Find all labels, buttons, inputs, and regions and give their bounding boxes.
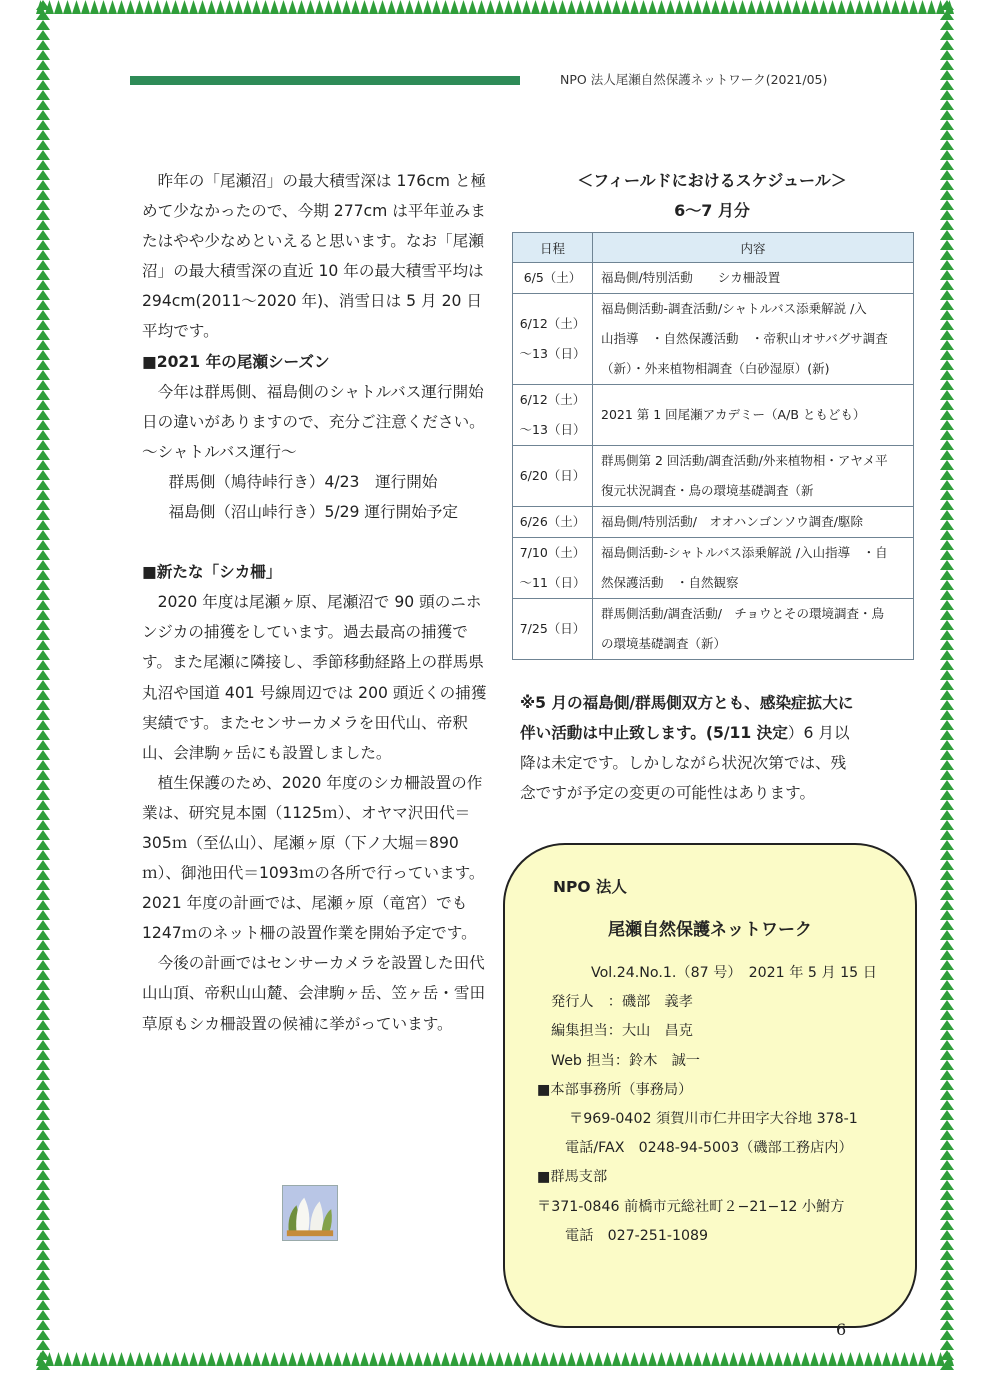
table-row	[513, 263, 914, 294]
table-cell-date: 6/12（土） 〜13（日）	[513, 385, 593, 446]
table-cell-content: 福島側活動-調査活動/シャトルバス添乗解説 /入 山指導 ・自然保護活動 ・帝釈山オサバグサ調査 （新）・外来植物相調査（白砂湿原）(新)	[593, 294, 914, 385]
table-row	[513, 599, 914, 660]
shuttle-gunma: 群馬側（鳩待峠行き）4/23 運行開始	[168, 472, 438, 491]
branch-heading: ■群馬支部	[537, 1169, 608, 1186]
deer-fence-heading: ■新たな「シカ柵」	[142, 563, 282, 582]
table-cell-date: 6/5（土）	[513, 263, 593, 294]
editor-line: 編集担当：大山 昌克	[551, 1023, 693, 1040]
hq-phone: 電話/FAX 0248-94-5003（磯部工務店内）	[565, 1140, 853, 1157]
deer-capture-paragraph: 2020 年度は尾瀬ヶ原、尾瀬沼で 90 頭のニホンジカの捕獲をしています。過去最高の捕獲です。また尾瀬に隣接し、季節移動経路上の群馬県丸沼や国道 401 号線周辺では 200 頭近くの捕獲実績です。またセンサーカメラを田代山、帝釈山、会津駒ヶ岳にも設置しました。	[142, 593, 487, 762]
publisher-info-box	[503, 843, 917, 1328]
table-row	[513, 507, 914, 538]
table-row	[513, 538, 914, 599]
table-cell-date: 6/20（日）	[513, 446, 593, 507]
web-line: Web 担当：鈴木 誠一	[551, 1052, 700, 1069]
schedule-title	[512, 166, 912, 226]
schedule-title-line2: 6〜7 月分	[674, 201, 750, 220]
publisher-line: 発行人 ：磯部 義孝	[551, 994, 693, 1011]
table-cell-date: 7/25（日）	[513, 599, 593, 660]
schedule-title-line1: ＜フィールドにおけるスケジュール＞	[577, 171, 847, 190]
org-name: 尾瀬自然保護ネットワーク	[608, 920, 812, 940]
table-header-row	[513, 233, 914, 263]
table-cell-date: 6/26（土）	[513, 507, 593, 538]
hq-address: 〒969-0402 須賀川市仁井田字大谷地 378-1	[569, 1111, 858, 1128]
page-number: 6	[836, 1320, 847, 1339]
header-title: NPO 法人尾瀬自然保護ネットワーク(2021/05)	[560, 72, 828, 87]
tree-border-bottom-icon	[36, 1352, 954, 1366]
table-cell-content: 福島側活動-シャトルバス添乗解説 /入山指導 ・自 然保護活動 ・自然観察	[593, 538, 914, 599]
tree-border-left-icon	[36, 0, 50, 1370]
table-cell-content: 群馬側第 2 回活動/調査活動/外来植物相・アヤメ平 復元状況調査・鳥の環境基礎調査（新	[593, 446, 914, 507]
tree-border-right-icon	[940, 0, 954, 1370]
notice-bold: ※5 月の福島側/群馬側双方とも、感染症拡大に伴い活動は中止致します。(5/11 決定	[520, 694, 854, 743]
table-cell-date: 7/10（土） 〜11（日）	[513, 538, 593, 599]
table-cell-content: 福島側/特別活動/ オオハンゴンソウ調査/駆除	[593, 507, 914, 538]
column-header-date: 日程	[513, 233, 593, 263]
table-row	[513, 294, 914, 385]
branch-address: 〒371-0846 前橋市元総社町２−21−12 小鮒方	[537, 1198, 845, 1215]
table-cell-date: 6/12（土） 〜13（日）	[513, 294, 593, 385]
cancellation-notice	[520, 688, 856, 808]
left-column	[142, 166, 492, 1039]
table-row	[513, 446, 914, 507]
snow-depth-paragraph: 昨年の「尾瀬沼」の最大積雪深は 176cm と極めて少なかったので、今期 277cm は平年並みまたはやや少なめといえると思います。なお「尾瀬沼」の最大積雪深の直近 10 年の最大積雪平均は 294cm(2011〜2020 年)、消雪日は 5 月 20 日平均です。	[142, 172, 487, 341]
column-header-content: 内容	[593, 233, 914, 263]
tree-border-top-icon	[36, 0, 954, 14]
shuttle-heading: 〜シャトルバス運行〜	[142, 442, 297, 461]
shuttle-fukushima: 福島側（沼山峠行き）5/29 運行開始予定	[168, 503, 458, 522]
shuttle-notice-paragraph: 今年は群馬側、福島側のシャトルバス運行開始日の違いがありますので、充分ご注意ください。	[142, 382, 485, 431]
schedule-table	[512, 232, 914, 660]
skunk-cabbage-logo-icon	[282, 1185, 338, 1241]
table-cell-content: 2021 第 1 回尾瀬アカデミー（A/B ともども）	[593, 385, 914, 446]
publication-details	[537, 959, 877, 1251]
table-cell-content: 福島側/特別活動 シカ柵設置	[593, 263, 914, 294]
future-plan-paragraph: 今後の計画ではセンサーカメラを設置した田代山山頂、帝釈山山麓、会津駒ヶ岳、笠ヶ岳・雪田草原もシカ柵設置の候補に挙がっています。	[142, 954, 486, 1033]
org-type: NPO 法人	[553, 878, 627, 896]
volume-date: Vol.24.No.1.（87 号） 2021 年 5 月 15 日	[591, 965, 877, 981]
hq-heading: ■本部事務所（事務局）	[537, 1081, 693, 1098]
table-cell-content: 群馬側活動/調査活動/ チョウとその環境調査・鳥 の環境基礎調査（新）	[593, 599, 914, 660]
table-row	[513, 385, 914, 446]
season-heading: ■2021 年の尾瀬シーズン	[142, 352, 330, 371]
fence-plan-paragraph: 植生保護のため、2020 年度のシカ柵設置の作業は、研究見本園（1125ｍ）、オヤマ沢田代＝305ｍ（至仏山）、尾瀬ヶ原（下ノ大堀＝890ｍ）、御池田代＝1093ｍの各所で行っています。2021 年度の計画では、尾瀬ヶ原（竜宮）でも 1247ｍのネット柵の設置作業を開始予定です。	[142, 773, 485, 943]
notice-rest: ）6 月以降は未定です。しかしながら状況次第では、残念ですが予定の変更の可能性はあります。	[520, 724, 850, 803]
branch-phone: 電話 027-251-1089	[565, 1227, 709, 1244]
header-accent-bar	[130, 76, 520, 85]
